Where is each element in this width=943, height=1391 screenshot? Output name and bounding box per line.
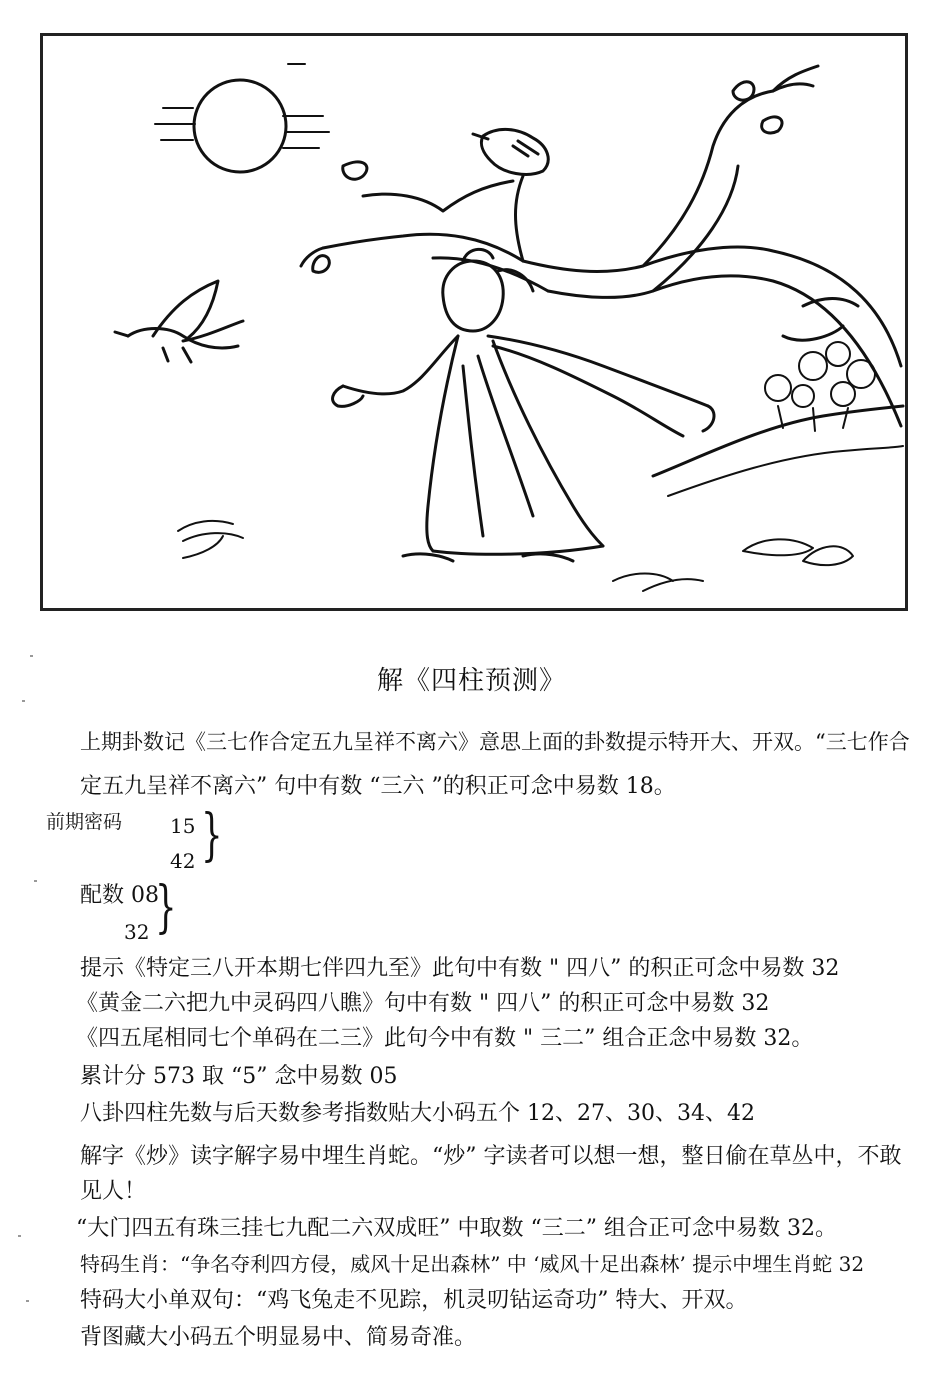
- plum-tree: [301, 66, 901, 426]
- text-line-5: 八卦四柱先数与后天数参考指数贴大小码五个 12、27、30、34、42: [80, 1101, 755, 1126]
- para1-line2: 定五九呈祥不离六” 句中有数 “三六 ”的积正可念中易数 18。: [80, 774, 676, 799]
- scan-speck: [26, 1300, 29, 1302]
- scan-speck: [22, 700, 25, 702]
- moon: [194, 80, 286, 172]
- perched-bird: [473, 129, 548, 174]
- scholar-figure: [333, 249, 714, 561]
- text-line-6: 解字《炒》读字解字易中埋生肖蛇。“炒” 字读者可以想一想，整日偷在草丛中，不敢: [80, 1144, 902, 1169]
- text-line-11: 背图藏大小码五个明显易中、简易奇准。: [80, 1325, 477, 1350]
- text-line-4: 累计分 573 取 “5” 念中易数 05: [80, 1064, 398, 1089]
- hill: [653, 406, 903, 476]
- illustration-frame: [40, 33, 908, 611]
- scan-speck: [30, 655, 33, 657]
- prev-code-number-1: 15: [170, 814, 196, 838]
- text-line-10: 特码大小单双句：“鸡飞兔走不见踪，机灵叨钻运奇功” 特大、开双。: [80, 1288, 748, 1313]
- text-line-7: 见人！: [80, 1179, 147, 1204]
- prev-code-brace: }: [201, 803, 223, 868]
- text-line-1: 提示《特定三八开本期七伴四九至》此句中有数 " 四八” 的积正可念中易数 32: [80, 956, 840, 981]
- scan-speck: [34, 880, 37, 882]
- scan-speck: [18, 1235, 21, 1237]
- text-line-2: 《黄金二六把九中灵码四八瞧》句中有数 " 四八” 的积正可念中易数 32: [76, 991, 770, 1016]
- para1-line1: 上期卦数记《三七作合定五九呈祥不离六》意思上面的卦数提示特开大、开双。“三七作合: [80, 730, 910, 754]
- ink-illustration: [43, 36, 905, 608]
- page-title: 解《四柱预测》: [376, 666, 566, 696]
- ground-tufts: [178, 521, 853, 591]
- prev-code-label: 前期密码: [46, 811, 123, 833]
- text-line-9: 特码生肖：“争名夺利四方侵，威风十足出森林” 中 ‘威风十足出森林’ 提示中埋生肖蛇 32: [80, 1252, 865, 1276]
- text-line-3: 《四五尾相同七个单码在二三》此句今中有数 " 三二” 组合正念中易数 32。: [76, 1026, 814, 1051]
- pair-brace: }: [155, 875, 177, 940]
- moon-clouds: [155, 108, 329, 148]
- pair-label: 配数 08: [80, 883, 159, 908]
- flying-bird: [115, 281, 243, 362]
- pair-number-2: 32: [124, 920, 150, 944]
- text-line-8: “大门四五有珠三挂七九配二六双成旺” 中取数 “三二” 组合正可念中易数 32。: [76, 1216, 837, 1241]
- prev-code-number-2: 42: [170, 849, 196, 873]
